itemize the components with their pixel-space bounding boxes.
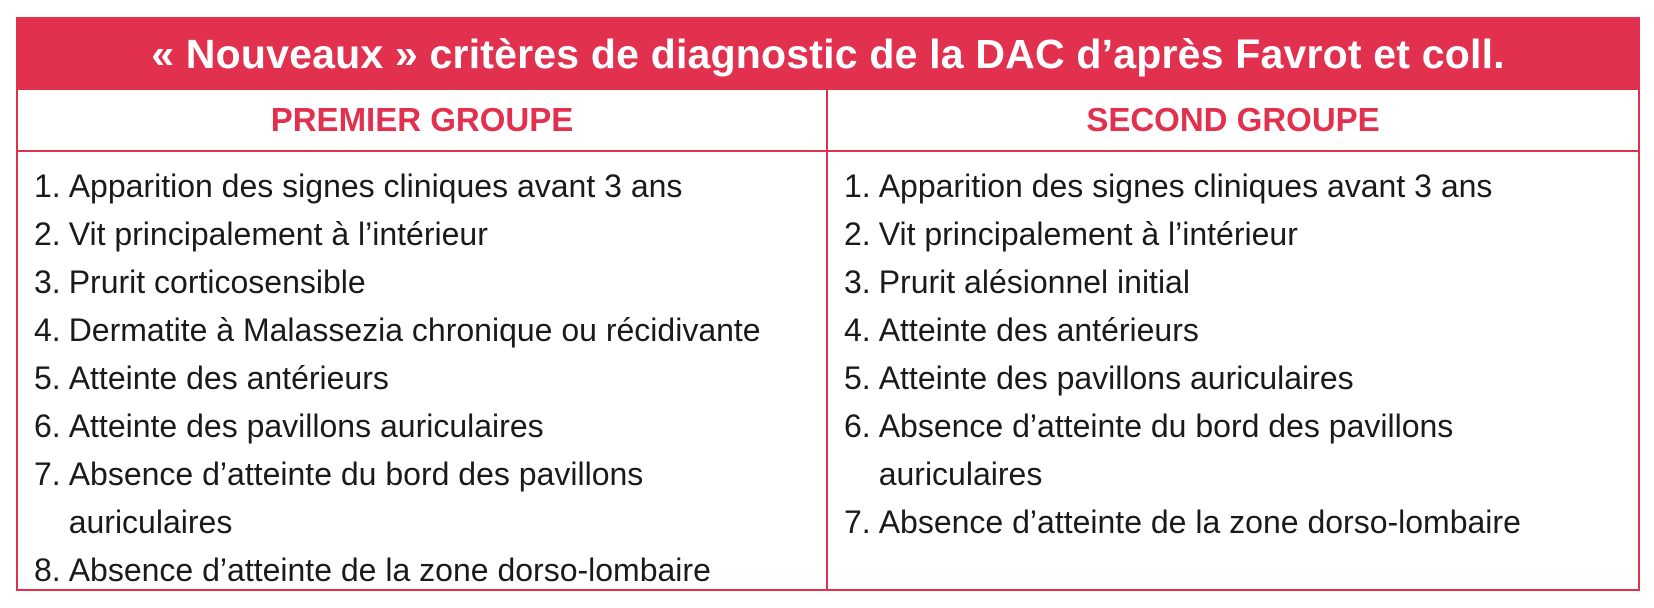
item-text: Vit principalement à l’intérieur — [68, 216, 488, 252]
list-item — [844, 306, 1634, 354]
list-item — [34, 450, 824, 546]
second-groupe-list — [844, 162, 1634, 546]
item-number: 2. — [34, 216, 61, 252]
item-number: 2. — [844, 216, 871, 252]
item-text: Apparition des signes cliniques avant 3 ans — [878, 168, 1493, 204]
list-item — [34, 162, 824, 210]
table-title-bar — [18, 19, 1638, 90]
list-item — [34, 258, 824, 306]
item-text: Absence d’atteinte de la zone dorso-lombaire — [68, 552, 711, 588]
list-item — [844, 258, 1634, 306]
item-text: Atteinte des antérieurs — [878, 312, 1199, 348]
item-text: Absence d’atteinte du bord des pavillons auriculaires — [68, 456, 644, 540]
item-number: 5. — [844, 360, 871, 396]
column-divider — [826, 90, 828, 591]
table-title: « Nouveaux » critères de diagnostic de la DAC d’après Favrot et coll. — [151, 31, 1505, 77]
list-item — [844, 498, 1634, 546]
list-item — [34, 210, 824, 258]
list-item — [34, 306, 824, 354]
item-number: 6. — [844, 408, 871, 444]
item-text: Apparition des signes cliniques avant 3 ans — [68, 168, 683, 204]
item-text: Atteinte des pavillons auriculaires — [878, 360, 1354, 396]
item-text: Dermatite à Malassezia chronique ou récidivante — [68, 312, 761, 348]
item-text: Atteinte des pavillons auriculaires — [68, 408, 544, 444]
item-text: Absence d’atteinte du bord des pavillons auriculaires — [878, 408, 1454, 492]
item-number: 3. — [34, 264, 61, 300]
item-number: 3. — [844, 264, 871, 300]
item-text: Vit principalement à l’intérieur — [878, 216, 1298, 252]
list-item — [34, 402, 824, 450]
list-item — [34, 354, 824, 402]
item-number: 5. — [34, 360, 61, 396]
item-text: Prurit alésionnel initial — [878, 264, 1190, 300]
premier-groupe-list — [34, 162, 824, 594]
column-header-row — [18, 90, 1638, 152]
criteria-table — [16, 17, 1640, 591]
list-item — [844, 162, 1634, 210]
item-number: 4. — [34, 312, 61, 348]
column-header-premier-groupe: PREMIER GROUPE — [270, 101, 574, 138]
item-number: 6. — [34, 408, 61, 444]
item-number: 7. — [34, 456, 61, 492]
list-item — [844, 354, 1634, 402]
column-header-second-groupe: SECOND GROUPE — [1086, 101, 1380, 138]
item-number: 4. — [844, 312, 871, 348]
list-item — [844, 210, 1634, 258]
item-text: Atteinte des antérieurs — [68, 360, 389, 396]
item-number: 1. — [844, 168, 871, 204]
item-number: 8. — [34, 552, 61, 588]
item-text: Prurit corticosensible — [68, 264, 366, 300]
item-number: 1. — [34, 168, 61, 204]
list-item — [844, 402, 1634, 498]
item-number: 7. — [844, 504, 871, 540]
item-text: Absence d’atteinte de la zone dorso-lombaire — [878, 504, 1521, 540]
list-item — [34, 546, 824, 594]
